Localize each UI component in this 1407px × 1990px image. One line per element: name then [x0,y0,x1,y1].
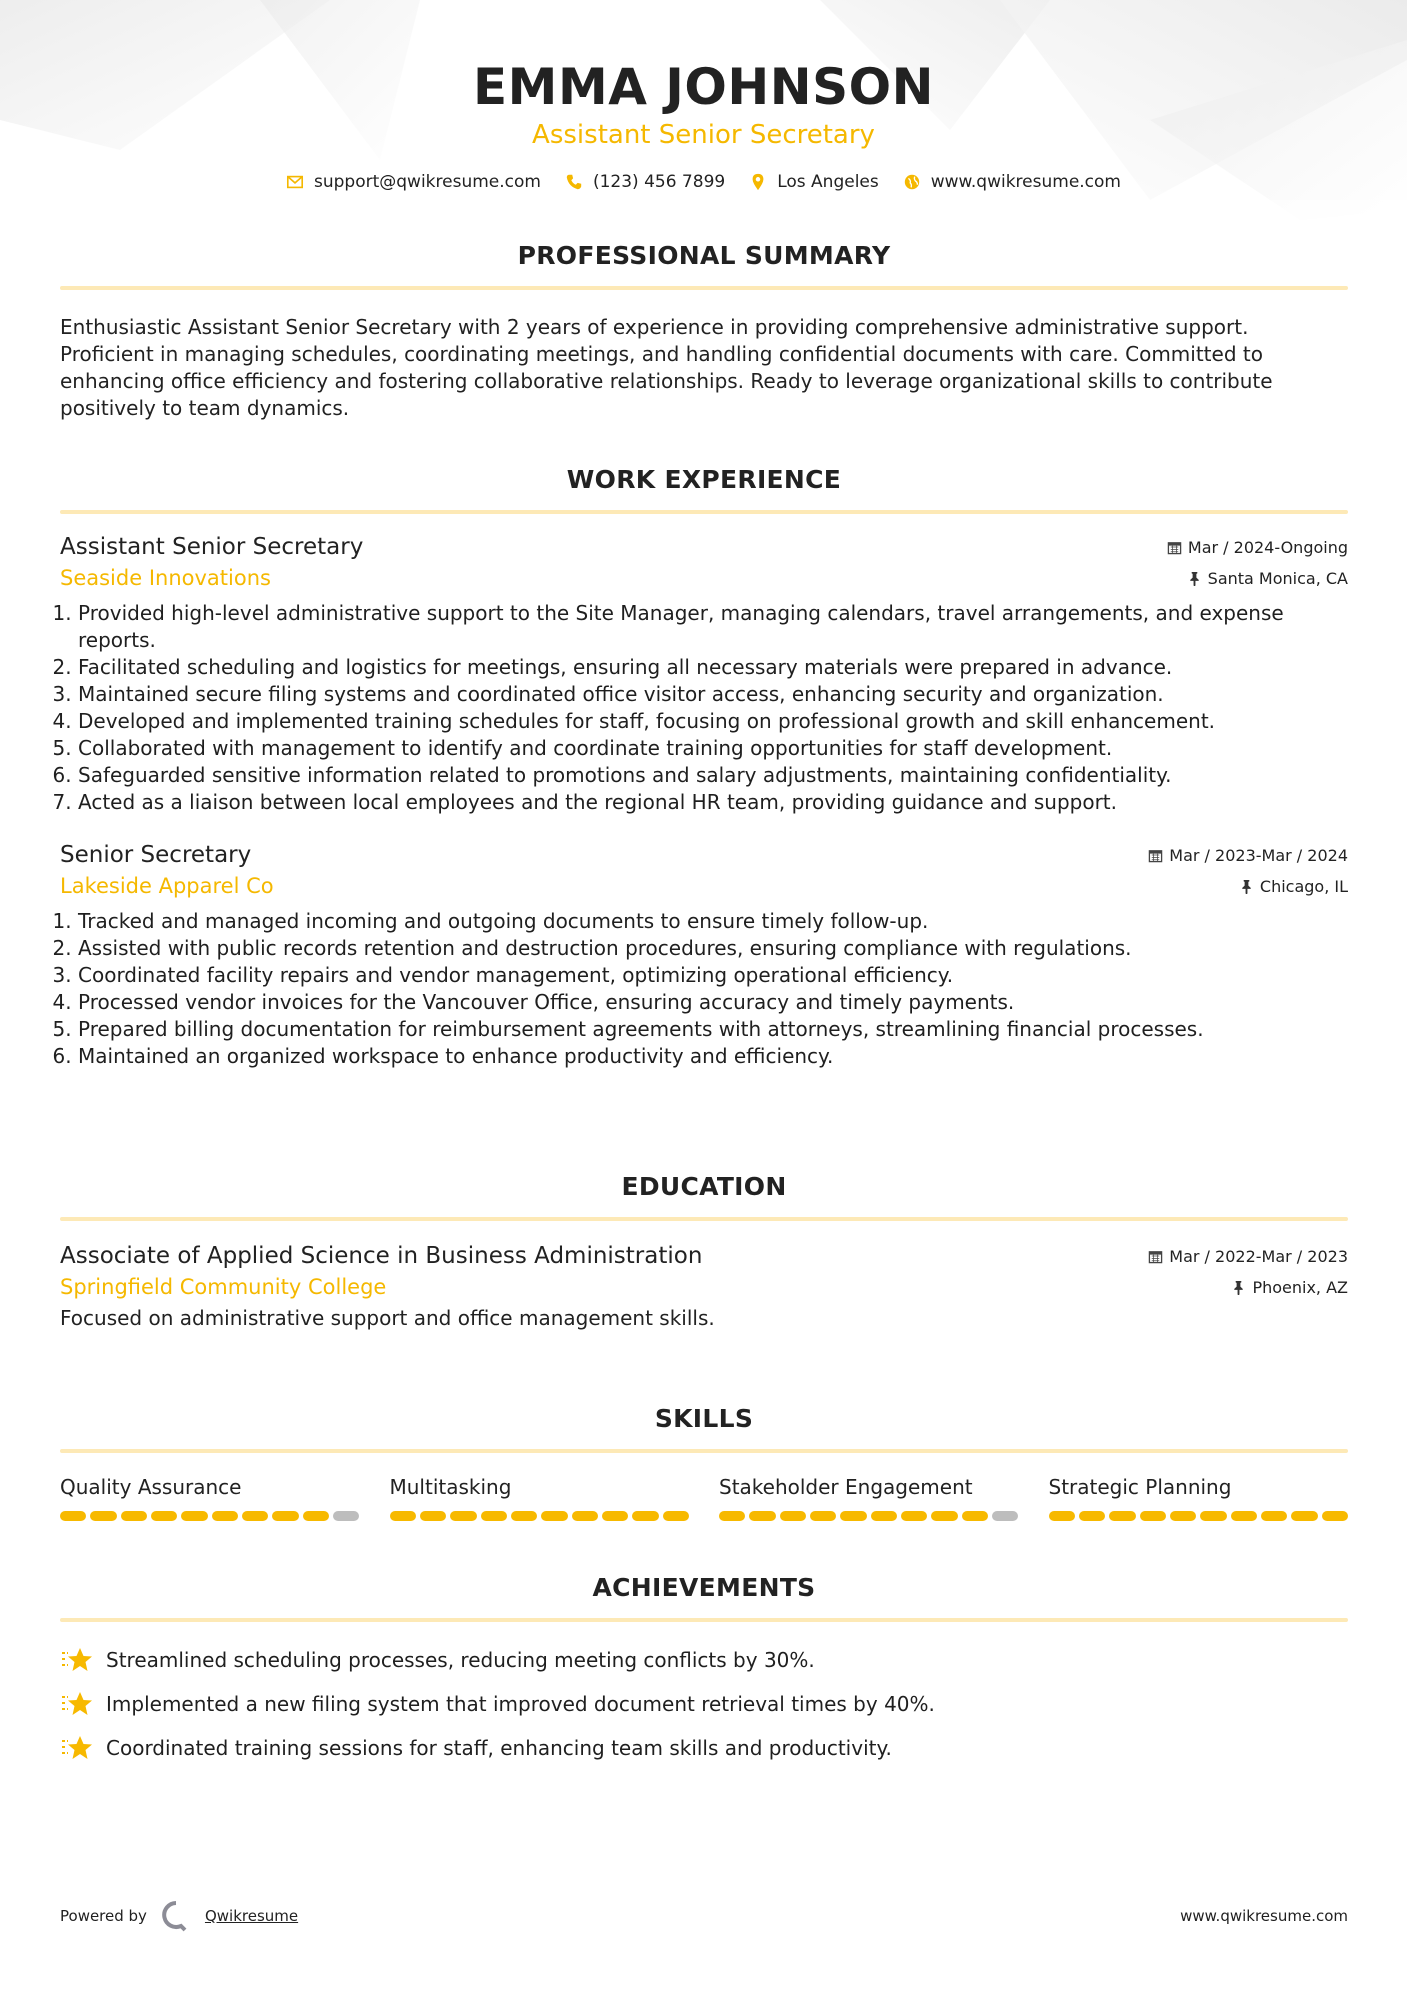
section-heading: EDUCATION [621,1172,787,1201]
achievements-section [60,1570,1348,1770]
star-icon [60,1689,94,1719]
skill-item [60,1475,360,1521]
calendar-icon [1148,1249,1163,1264]
skill-level-bar [60,1511,360,1521]
section-heading: SKILLS [654,1404,754,1433]
skill-level-segment [1322,1511,1348,1521]
job-bullet: 1. Provided high-level administrative support to the Site Manager, managing calendars, travel arrangements, and expense reports. [78,600,1348,654]
section-divider [60,1618,1348,1622]
skill-level-segment [663,1511,689,1521]
job-bullet: 1. Tracked and managed incoming and outgoing documents to ensure timely follow-up. [78,908,1348,935]
footer [60,1900,1348,1932]
globe-icon [903,173,921,191]
education-dates: Mar / 2022-Mar / 2023 [1148,1247,1348,1266]
job-bullet: 3. Maintained secure filing systems and coordinated office visitor access, enhancing security and organization. [78,681,1348,708]
skill-level-segment [303,1511,329,1521]
job-bullet: 4. Developed and implemented training schedules for staff, focusing on professional growth and skill enhancement. [78,708,1348,735]
contact-location: Los Angeles [777,172,879,192]
map-pin-icon [749,173,767,191]
company-name: Lakeside Apparel Co [60,874,274,898]
skill-item [390,1475,690,1521]
skill-name: Multitasking [389,1475,512,1499]
skills-section [60,1401,1348,1521]
skill-level-segment [749,1511,775,1521]
job-bullets [60,600,1348,816]
skill-level-segment [931,1511,957,1521]
skill-level-segment [450,1511,476,1521]
star-icon [60,1645,94,1675]
section-heading: WORK EXPERIENCE [566,465,842,494]
skill-name: Quality Assurance [60,1475,242,1499]
education-description: Focused on administrative support and office management skills. [60,1306,715,1330]
skill-level-segment [572,1511,598,1521]
job-bullet: 5. Prepared billing documentation for reimbursement agreements with attorneys, streamlining financial processes. [78,1016,1348,1043]
skill-level-segment [1109,1511,1135,1521]
summary-text: Enthusiastic Assistant Senior Secretary with 2 years of experience in providing comprehensive administrative support. Proficient in managing schedules, coordinating meetings, and handling confidential documents with care. Committed to enhancing office efficiency and fostering collaborative relationships. Ready to leverage organizational skills to contribute positively to team dynamics. [60,315,1273,420]
section-divider [60,286,1348,290]
pushpin-icon [1187,571,1202,586]
job-bullet: 2. Facilitated scheduling and logistics for meetings, ensuring all necessary materials were prepared in advance. [78,654,1348,681]
job-title: Assistant Senior Secretary [60,534,364,560]
job-bullet: 6. Safeguarded sensitive information related to promotions and salary adjustments, maintaining confidentiality. [78,762,1348,789]
skill-level-segment [1261,1511,1287,1521]
achievement-text: Coordinated training sessions for staff, enhancing team skills and productivity. [106,1736,892,1760]
contact-phone[interactable]: (123) 456 7899 [592,172,726,192]
skill-level-segment [121,1511,147,1521]
pushpin-icon [1239,879,1254,894]
skill-name: Stakeholder Engagement [719,1475,973,1499]
job-entry [60,534,1348,816]
job-title: Senior Secretary [60,842,252,868]
achievement-item [60,1682,1348,1726]
skill-level-bar [390,1511,690,1521]
skill-level-segment [1291,1511,1317,1521]
skill-level-bar [719,1511,1019,1521]
section-divider [60,1449,1348,1453]
section-divider [60,510,1348,514]
skill-level-segment [992,1511,1018,1521]
job-bullet: 2. Assisted with public records retention and destruction procedures, ensuring compliance with regulations. [78,935,1348,962]
qwikresume-link[interactable]: Qwikresume [204,1907,299,1925]
skill-level-segment [901,1511,927,1521]
calendar-icon [1167,540,1182,555]
skill-level-segment [1140,1511,1166,1521]
powered-by-label: Powered by [60,1907,147,1925]
skill-level-segment [719,1511,745,1521]
skill-level-segment [272,1511,298,1521]
skill-level-segment [541,1511,567,1521]
skill-level-segment [602,1511,628,1521]
skill-level-segment [242,1511,268,1521]
school-name: Springfield Community College [60,1275,387,1299]
skill-level-segment [871,1511,897,1521]
job-dates: Mar / 2023-Mar / 2024 [1148,846,1348,865]
job-bullet: 7. Acted as a liaison between local employees and the regional HR team, providing guidance and support. [78,789,1348,816]
skill-level-segment [1079,1511,1105,1521]
education-location: Phoenix, AZ [1231,1278,1348,1297]
contact-email[interactable]: support@qwikresume.com [314,172,541,192]
achievement-text: Implemented a new filing system that improved document retrieval times by 40%. [106,1692,935,1716]
job-bullet: 5. Collaborated with management to identify and coordinate training opportunities for staff development. [78,735,1348,762]
job-location: Chicago, IL [1239,877,1348,896]
skill-level-segment [511,1511,537,1521]
envelope-icon [286,173,304,191]
achievement-item [60,1726,1348,1770]
skill-level-segment [840,1511,866,1521]
skill-level-segment [780,1511,806,1521]
contact-website[interactable]: www.qwikresume.com [930,172,1121,192]
candidate-name: EMMA JOHNSON [473,58,934,116]
skill-level-segment [181,1511,207,1521]
achievement-item [60,1638,1348,1682]
skill-item [719,1475,1019,1521]
skill-level-segment [962,1511,988,1521]
section-heading: PROFESSIONAL SUMMARY [517,241,891,270]
degree-title: Associate of Applied Science in Business Administration [60,1243,703,1269]
experience-section [60,462,1348,1070]
skill-level-segment [420,1511,446,1521]
skill-level-segment [60,1511,86,1521]
phone-icon [565,173,583,191]
skill-level-segment [481,1511,507,1521]
skill-level-segment [90,1511,116,1521]
pushpin-icon [1231,1280,1246,1295]
achievement-text: Streamlined scheduling processes, reducing meeting conflicts by 30%. [106,1648,815,1672]
job-location: Santa Monica, CA [1187,569,1348,588]
skill-level-segment [151,1511,177,1521]
job-bullet: 6. Maintained an organized workspace to enhance productivity and efficiency. [78,1043,1348,1070]
calendar-icon [1148,848,1163,863]
skill-name: Strategic Planning [1048,1475,1232,1499]
contact-bar [0,172,1407,192]
star-icon [60,1733,94,1763]
section-divider [60,1217,1348,1221]
skill-level-segment [333,1511,359,1521]
job-bullets [60,908,1348,1070]
skill-level-segment [1231,1511,1257,1521]
skill-level-segment [1170,1511,1196,1521]
job-bullet: 4. Processed vendor invoices for the Vancouver Office, ensuring accuracy and timely payments. [78,989,1348,1016]
qwikresume-logo-icon [161,1900,191,1932]
skill-item [1049,1475,1349,1521]
summary-section [60,238,1348,422]
skill-level-segment [390,1511,416,1521]
skill-level-segment [810,1511,836,1521]
job-bullet: 3. Coordinated facility repairs and vendor management, optimizing operational efficiency. [78,962,1348,989]
section-heading: ACHIEVEMENTS [592,1573,816,1602]
skill-level-bar [1049,1511,1349,1521]
skill-level-segment [1049,1511,1075,1521]
job-entry [60,842,1348,1070]
skill-level-segment [1200,1511,1226,1521]
skill-level-segment [212,1511,238,1521]
education-section [60,1169,1348,1332]
job-dates: Mar / 2024-Ongoing [1167,538,1348,557]
skill-level-segment [632,1511,658,1521]
footer-website[interactable]: www.qwikresume.com [1180,1907,1348,1925]
candidate-title: Assistant Senior Secretary [532,120,875,150]
company-name: Seaside Innovations [60,566,271,590]
